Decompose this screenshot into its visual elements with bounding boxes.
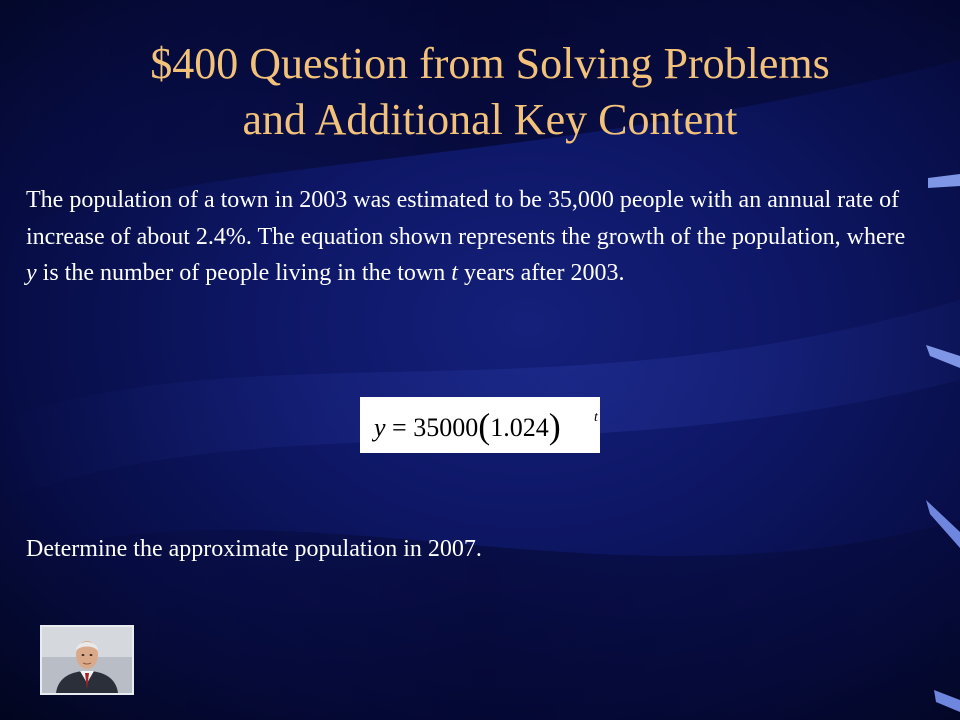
host-portrait-button[interactable] xyxy=(40,625,134,695)
equation-lhs: y xyxy=(374,413,386,442)
equation-open-paren: ( xyxy=(478,406,491,446)
problem-text-part-3: years after 2003. xyxy=(457,260,625,286)
equation-base: 1.024 xyxy=(490,413,549,442)
title-line-2: and Additional Key Content xyxy=(242,95,738,144)
equation-exponent: t xyxy=(594,410,598,425)
equation-coefficient: = 35000 xyxy=(385,413,479,442)
growth-equation xyxy=(374,406,598,446)
variable-t: t xyxy=(451,260,458,286)
title-line-1: $400 Question from Solving Problems xyxy=(150,39,830,88)
question-text: Determine the approximate population in 2007. xyxy=(26,536,482,562)
equation-close-paren: ) xyxy=(548,406,561,446)
problem-text-part-2: is the number of people living in the town xyxy=(36,260,452,286)
slide-title xyxy=(40,36,940,148)
host-portrait-icon xyxy=(42,627,132,693)
problem-text-part-1: The population of a town in 2003 was estimated to be 35,000 people with an annual rate of increase of about 2.4%. The equation shown represents the growth of the population, where xyxy=(26,187,906,250)
problem-text xyxy=(26,182,916,292)
variable-y: y xyxy=(26,260,37,286)
equation-box xyxy=(360,397,600,453)
